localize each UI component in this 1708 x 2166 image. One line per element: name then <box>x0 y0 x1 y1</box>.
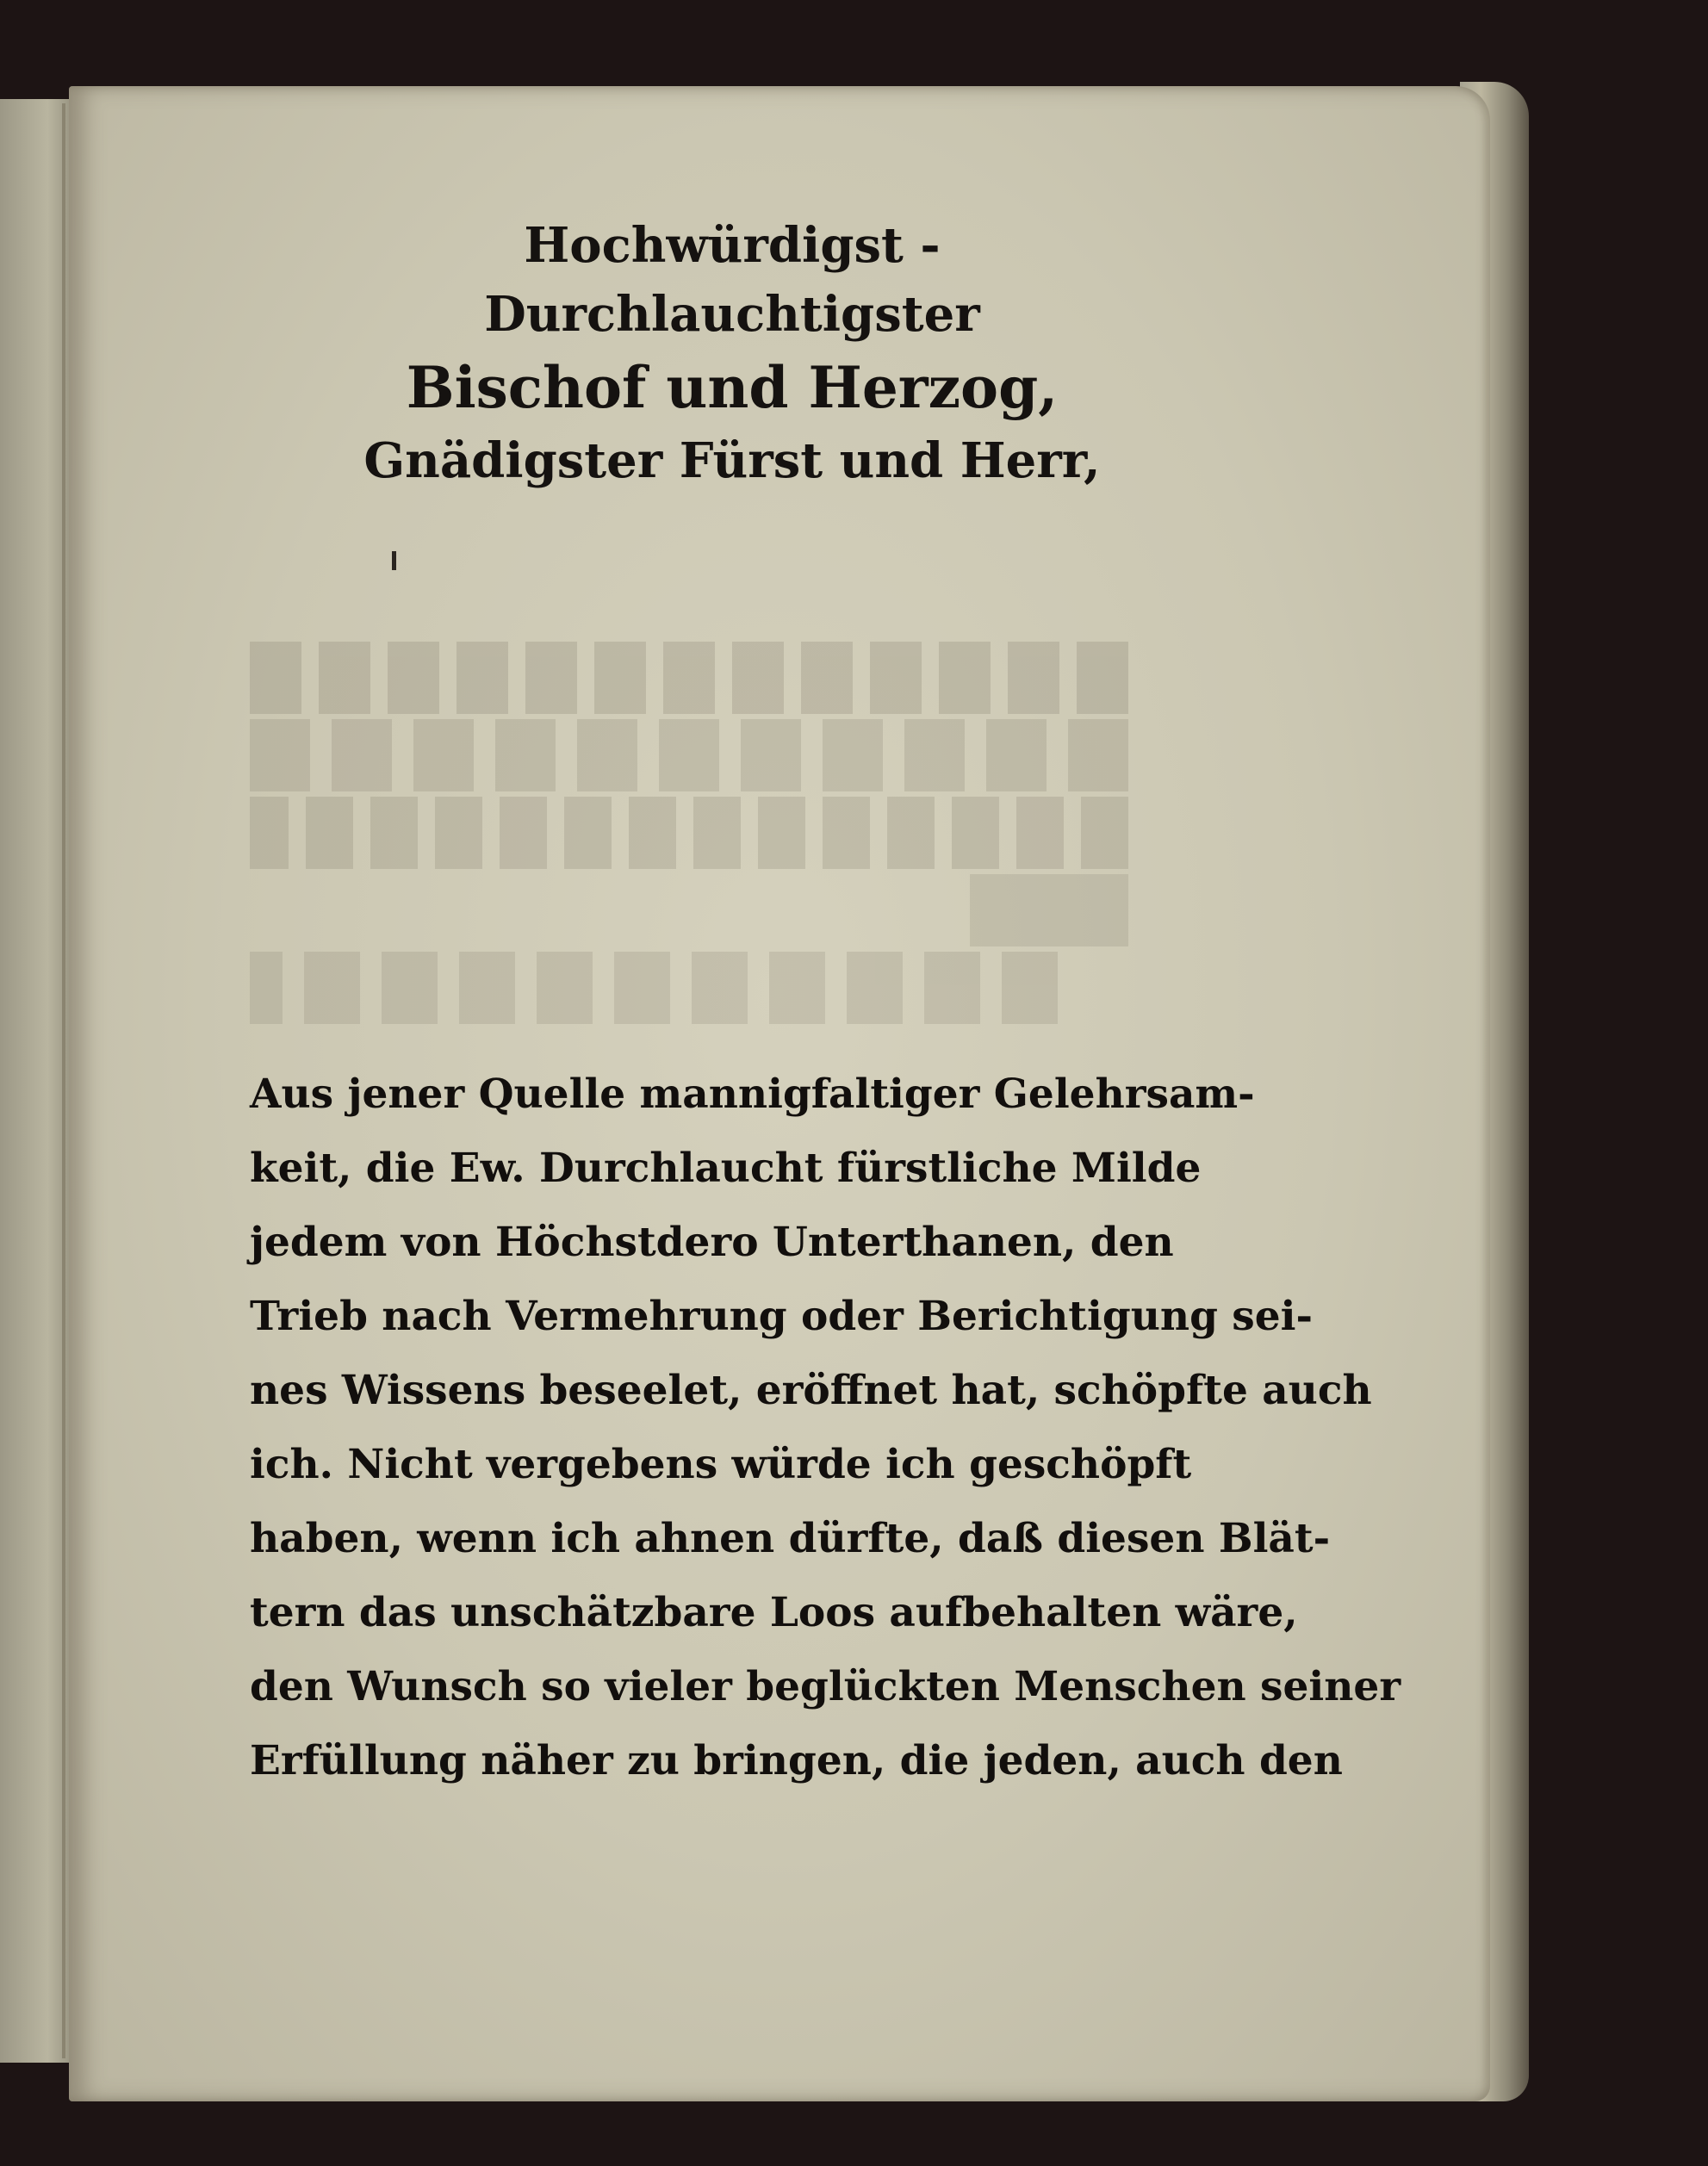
body-line-6: ich. Nicht vergebens würde ich geschöpft <box>250 1441 1192 1488</box>
body-line-8: tern das unschätzbare Loos aufbehalten wäre, <box>250 1589 1298 1636</box>
body-line-3: jedem von Höchstdero Unterthanen, den <box>250 1219 1174 1266</box>
header-line-1: Hochwürdigst - Durchlauchtigster <box>484 217 980 343</box>
body-line-1: Aus jener Quelle mannigfaltiger Gelehrsam- <box>250 1071 1255 1118</box>
body-line-4: Trieb nach Vermehrung oder Berichtigung sei- <box>250 1293 1314 1340</box>
gutter-fold <box>62 103 65 2058</box>
body-line-5: nes Wissens beseelet, eröffnet hat, schöpfte auch <box>250 1367 1372 1414</box>
body-line-9: den Wunsch so vieler beglückten Menschen seiner <box>250 1663 1401 1710</box>
header-line-3: Gnädigster Fürst und Herr, <box>363 432 1101 489</box>
dedication-body <box>250 1058 1401 1798</box>
ink-mark <box>392 551 396 570</box>
header-line-2: Bischof und Herzog, <box>406 354 1059 421</box>
body-line-7: haben, wenn ich ahnen dürfte, daß diesen Blät- <box>250 1515 1331 1562</box>
body-line-2: keit, die Ew. Durchlaucht fürstliche Milde <box>250 1145 1202 1192</box>
dedication-header <box>345 211 1120 495</box>
left-page-edge <box>0 99 79 2063</box>
body-line-10: Erfüllung näher zu bringen, die jeden, auch den <box>250 1737 1343 1784</box>
show-through-text <box>250 642 1128 1024</box>
